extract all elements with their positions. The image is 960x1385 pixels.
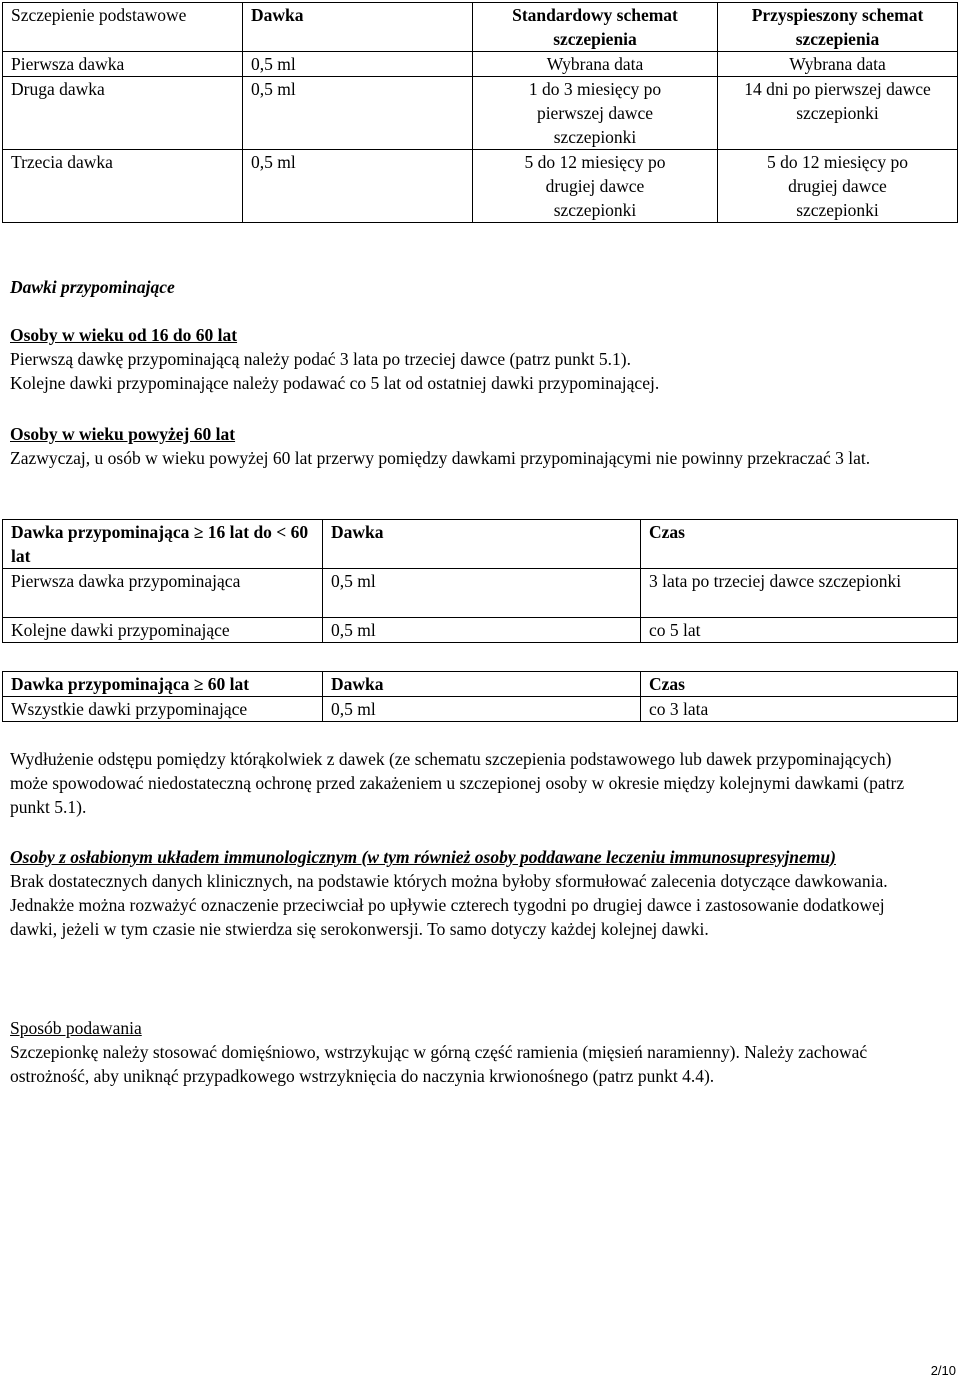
cell-text: 1 do 3 miesięcy po pierwszej dawce szczepionki xyxy=(528,79,662,147)
booster-heading: Dawki przypominające xyxy=(10,277,175,297)
interval-paragraph: Wydłużenie odstępu pomiędzy którąkolwiek z dawek (ze schematu szczepienia podstawowego lub dawek przypominających) może spowodować niedostateczną ochronę przed zakażeniem u szczepionej osoby w okresie między kolejnymi dawkami (patrz punkt 5.1). xyxy=(10,749,905,817)
table-header-row xyxy=(3,672,958,697)
header-text: Przyspieszony schemat szczepienia xyxy=(751,5,924,49)
section-heading: Osoby z osłabionym układem immunologicznym (w tym również osoby poddawane leczeniu immunosupresyjnemu) xyxy=(10,847,836,867)
paragraph-line: Pierwszą dawkę przypominającą należy podać 3 lata po trzeciej dawce (patrz punkt 5.1). xyxy=(10,349,631,369)
table-cell xyxy=(473,150,718,223)
table-header-cell xyxy=(473,3,718,52)
table-header-cell xyxy=(243,3,473,52)
table-header-row xyxy=(3,520,958,569)
table-cell xyxy=(718,77,958,150)
table-cell xyxy=(473,77,718,150)
table-row xyxy=(3,569,958,618)
header-text: Dawka przypominająca ≥ 16 lat do < 60 lat xyxy=(11,522,309,566)
age-60-plus-section xyxy=(10,422,910,470)
table-cell: 0,5 ml xyxy=(323,618,641,643)
header-text: Dawka xyxy=(331,522,384,542)
header-text: Standardowy schemat szczepienia xyxy=(512,5,678,49)
header-text: Dawka przypominająca ≥ 60 lat xyxy=(11,674,250,694)
table-cell: Pierwsza dawka przypominająca xyxy=(3,569,323,618)
table-cell: 3 lata po trzeciej dawce szczepionki xyxy=(641,569,958,618)
section-heading: Sposób podawania xyxy=(10,1018,142,1038)
section-heading: Osoby w wieku powyżej 60 lat xyxy=(10,424,236,444)
booster-60-plus-table xyxy=(2,671,958,722)
paragraph: Brak dostatecznych danych klinicznych, na podstawie których można byłoby sformułować zalecenia dotyczące dawkowania. Jednakże można rozważyć oznaczenie przeciwciał po upływie czterech tygodni po drugiej dawce i zastosowanie dodatkowej dawki, jeżeli w tym czasie nie stwierdza się serokonwersji. To samo dotyczy każdej kolejnej dawki. xyxy=(10,871,888,939)
table-cell: Wybrana data xyxy=(473,52,718,77)
table-cell: 0,5 ml xyxy=(243,52,473,77)
table-header-cell xyxy=(718,3,958,52)
header-text: Szczepienie podstawowe xyxy=(11,5,187,25)
administration-section xyxy=(10,1016,910,1088)
table-header-cell xyxy=(3,520,323,569)
header-text: Dawka xyxy=(331,674,384,694)
table-cell: Trzecia dawka xyxy=(3,150,243,223)
table-cell: Kolejne dawki przypominające xyxy=(3,618,323,643)
table-header-cell xyxy=(641,520,958,569)
table-cell: 0,5 ml xyxy=(243,150,473,223)
table-header-row xyxy=(3,3,958,52)
table-header-cell xyxy=(323,520,641,569)
table-cell: Pierwsza dawka xyxy=(3,52,243,77)
section-heading: Osoby w wieku od 16 do 60 lat xyxy=(10,325,238,345)
table-row xyxy=(3,618,958,643)
table-row xyxy=(3,52,958,77)
header-text: Czas xyxy=(649,674,685,694)
table-cell: co 3 lata xyxy=(641,697,958,722)
table-header-cell xyxy=(323,672,641,697)
table-row xyxy=(3,697,958,722)
table-header-cell xyxy=(641,672,958,697)
booster-16-60-table xyxy=(2,519,958,643)
table-cell: Druga dawka xyxy=(3,77,243,150)
page-number: 2/10 xyxy=(930,1363,956,1378)
table-cell: 0,5 ml xyxy=(243,77,473,150)
table-header-cell xyxy=(3,672,323,697)
immunocompromised-section xyxy=(10,845,910,941)
table-row xyxy=(3,150,958,223)
table-cell: 0,5 ml xyxy=(323,569,641,618)
table-header-cell xyxy=(3,3,243,52)
header-text: Czas xyxy=(649,522,685,542)
header-text: Dawka xyxy=(251,5,304,25)
age-16-60-section xyxy=(10,323,910,395)
table-cell: 0,5 ml xyxy=(323,697,641,722)
table-cell xyxy=(718,150,958,223)
cell-text: 14 dni po pierwszej dawce szczepionki xyxy=(744,79,931,123)
primary-schedule-table xyxy=(2,2,958,223)
table-cell: Wszystkie dawki przypominające xyxy=(3,697,323,722)
table-cell: Wybrana data xyxy=(718,52,958,77)
cell-text: 5 do 12 miesięcy po drugiej dawce szczepionki xyxy=(767,152,908,220)
paragraph: Szczepionkę należy stosować domięśniowo, wstrzykując w górną część ramienia (mięsień naramienny). Należy zachować ostrożność, aby uniknąć przypadkowego wstrzyknięcia do naczynia krwionośnego (patrz punkt 4.4). xyxy=(10,1042,868,1086)
table-cell: co 5 lat xyxy=(641,618,958,643)
table-row xyxy=(3,77,958,150)
paragraph: Zazwyczaj, u osób w wieku powyżej 60 lat przerwy pomiędzy dawkami przypominającymi nie powinny przekraczać 3 lat. xyxy=(10,448,871,468)
paragraph-line: Kolejne dawki przypominające należy podawać co 5 lat od ostatniej dawki przypominającej. xyxy=(10,373,660,393)
cell-text: 5 do 12 miesięcy po drugiej dawce szczepionki xyxy=(524,152,666,220)
